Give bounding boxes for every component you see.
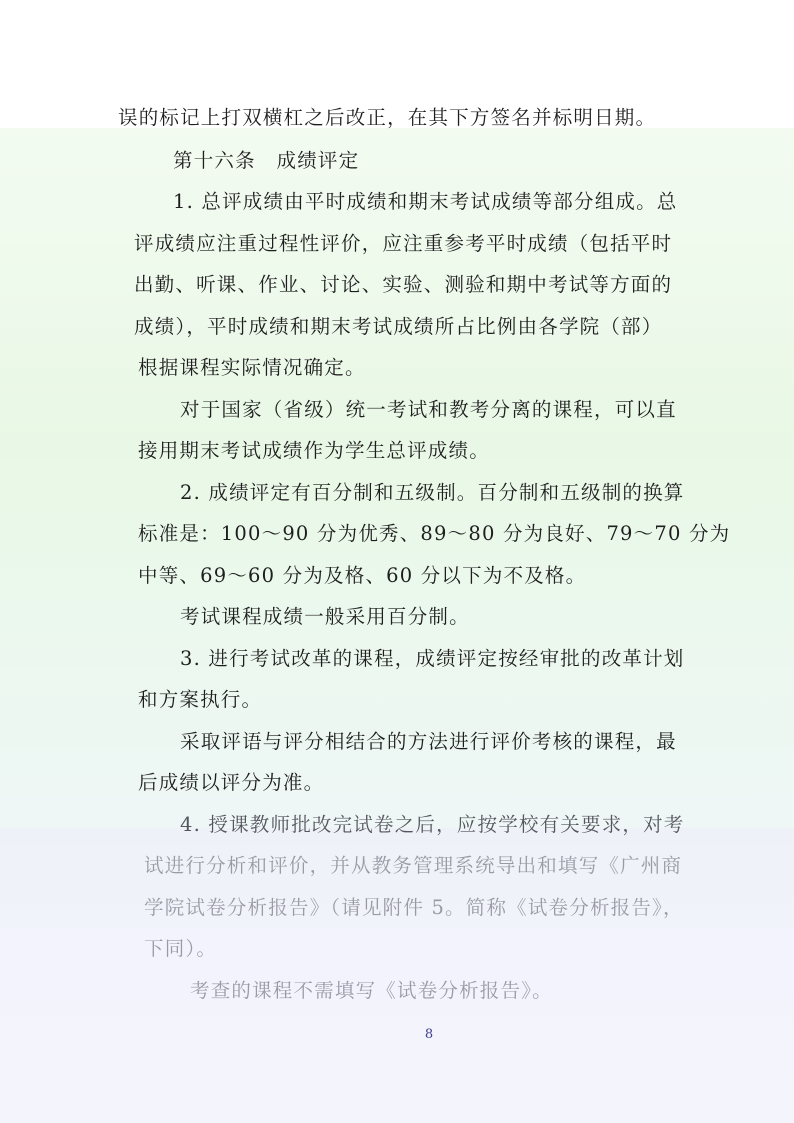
text-line: 根据课程实际情况确定。 (138, 356, 366, 379)
section-heading: 第十六条 成绩评定 (173, 149, 360, 172)
text-line: 2. 成绩评定有百分制和五级制。百分制和五级制的换算 (180, 481, 685, 504)
text-line: 考查的课程不需填写《试卷分析报告》。 (190, 979, 553, 1002)
text-line: 4. 授课教师批改完试卷之后，应按学校有关要求，对考 (180, 813, 685, 836)
text-line: 后成绩以评分为准。 (138, 771, 325, 794)
text-line: 误的标记上打双横杠之后改正，在其下方签名并标明日期。 (118, 106, 657, 129)
text-line: 评成绩应注重过程性评价，应注重参考平时成绩（包括平时 (134, 232, 673, 255)
text-line: 对于国家（省级）统一考试和教考分离的课程，可以直 (180, 398, 677, 421)
text-line: 1. 总评成绩由平时成绩和期末考试成绩等部分组成。总 (173, 190, 678, 213)
text-line: 考试课程成绩一般采用百分制。 (180, 605, 470, 628)
text-line: 试进行分析和评价，并从教务管理系统导出和填写《广州商 (144, 854, 683, 877)
text-line: 中等、69～60 分为及格、60 分以下为不及格。 (138, 564, 587, 587)
text-line: 出勤、听课、作业、讨论、实验、测验和期中考试等方面的 (134, 273, 673, 296)
text-line: 下同）。 (144, 937, 218, 960)
text-line: 采取评语与评分相结合的方法进行评价考核的课程，最 (180, 730, 677, 753)
text-line: 学院试卷分析报告》（请见附件 5。简称《试卷分析报告》， (144, 896, 684, 919)
text-line: 接用期末考试成绩作为学生总评成绩。 (138, 439, 490, 462)
text-line: 和方案执行。 (138, 688, 263, 711)
text-line: 3. 进行考试改革的课程，成绩评定按经审批的改革计划 (180, 647, 685, 670)
text-line: 成绩），平时成绩和期末考试成绩所占比例由各学院（部） (134, 315, 663, 338)
text-line: 标准是：100～90 分为优秀、89～80 分为良好、79～70 分为 (138, 522, 731, 545)
page-number: 8 (424, 1027, 434, 1042)
